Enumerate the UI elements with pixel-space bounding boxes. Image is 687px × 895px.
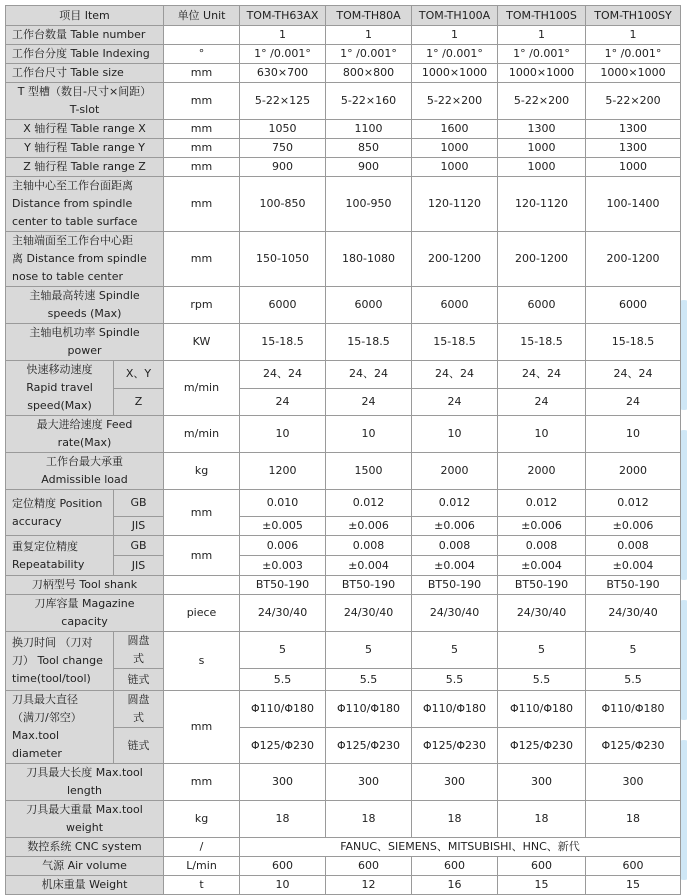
cell: 24/30/40: [498, 595, 586, 632]
cell: 15-18.5: [412, 324, 498, 361]
cell: 800×800: [326, 64, 412, 83]
cell: 24、24: [240, 361, 326, 389]
cell: 900: [240, 158, 326, 177]
cell: 600: [498, 857, 586, 876]
row-distance-center: [6, 177, 681, 232]
label-line: 换刀时间 （刀对: [12, 636, 93, 649]
cell: 2000: [498, 453, 586, 490]
label-line: center to table surface: [12, 215, 138, 228]
row-unit: mm: [164, 536, 240, 576]
label-line: speed(Max): [27, 399, 92, 412]
cell: 24、24: [498, 361, 586, 389]
cell: ±0.006: [586, 517, 681, 536]
label-line: 刀） Tool change: [12, 654, 103, 667]
row-tool-length: [6, 764, 681, 801]
row-label: [6, 83, 164, 120]
cell: 24/30/40: [326, 595, 412, 632]
row-label: [6, 691, 114, 764]
spec-table: [5, 5, 681, 895]
cell: 1500: [326, 453, 412, 490]
cell: 6000: [240, 287, 326, 324]
label-line: 工作台最大承重: [46, 455, 123, 468]
cell: BT50-190: [326, 576, 412, 595]
cell: 120-1120: [498, 177, 586, 232]
row-tool-diameter-disc: [6, 691, 681, 728]
row-label: Z 轴行程 Table range Z: [6, 158, 164, 177]
cell: ±0.006: [498, 517, 586, 536]
row-unit: mm: [164, 232, 240, 287]
cell: 2000: [412, 453, 498, 490]
row-weight: [6, 876, 681, 895]
cell: 24/30/40: [240, 595, 326, 632]
row-unit: mm: [164, 120, 240, 139]
cell: 1050: [240, 120, 326, 139]
cell: 1300: [586, 139, 681, 158]
cell: BT50-190: [412, 576, 498, 595]
label-line: weight: [65, 821, 104, 834]
cell: 24: [498, 388, 586, 416]
header-model: TOM-TH100A: [412, 6, 498, 26]
row-cnc-system: [6, 838, 681, 857]
row-positioning-gb: [6, 490, 681, 517]
label-line: length: [66, 784, 103, 797]
cell: 6000: [412, 287, 498, 324]
cell: Φ125/Φ230: [586, 728, 681, 764]
cell: ±0.004: [498, 556, 586, 576]
row-unit: mm: [164, 691, 240, 764]
label-line: rate(Max): [57, 436, 112, 449]
cell: 1600: [412, 120, 498, 139]
cell: 1200: [240, 453, 326, 490]
row-unit: s: [164, 632, 240, 691]
label-line: 主轴电机功率 Spindle: [29, 326, 140, 339]
row-label: [6, 595, 164, 632]
row-label: 工作台分度 Table Indexing: [6, 45, 164, 64]
cell: ±0.004: [586, 556, 681, 576]
label-line: T-slot: [69, 103, 100, 116]
cell: 1: [326, 26, 412, 45]
cell: 1000×1000: [586, 64, 681, 83]
cell: 1100: [326, 120, 412, 139]
cell: Φ110/Φ180: [326, 691, 412, 728]
label-line: Admissible load: [41, 473, 128, 486]
cell: 5.5: [586, 669, 681, 691]
cell: 24/30/40: [412, 595, 498, 632]
cell: 15: [498, 876, 586, 895]
row-unit: piece: [164, 595, 240, 632]
cell: 300: [586, 764, 681, 801]
cell: 24: [240, 388, 326, 416]
row-unit: kg: [164, 453, 240, 490]
label-line: 刀具最大直径: [12, 693, 78, 706]
cell: 18: [412, 801, 498, 838]
cell: 0.012: [326, 490, 412, 517]
cell: 1° /0.001°: [412, 45, 498, 64]
cell: 200-1200: [586, 232, 681, 287]
cell: 300: [240, 764, 326, 801]
cell: 0.012: [412, 490, 498, 517]
cell: 15: [586, 876, 681, 895]
row-label: X 轴行程 Table range X: [6, 120, 164, 139]
cell: 6000: [326, 287, 412, 324]
cell: 1000×1000: [498, 64, 586, 83]
row-label: [6, 632, 114, 691]
row-unit: mm: [164, 83, 240, 120]
label-line: Rapid travel: [26, 381, 93, 394]
cell: Φ125/Φ230: [326, 728, 412, 764]
cell: BT50-190: [240, 576, 326, 595]
cell: 24: [412, 388, 498, 416]
cell: ±0.003: [240, 556, 326, 576]
cell: 600: [240, 857, 326, 876]
sub-label: JIS: [114, 556, 164, 576]
cell: Φ110/Φ180: [412, 691, 498, 728]
cell: 1: [498, 26, 586, 45]
row-tslot: [6, 83, 681, 120]
row-unit: mm: [164, 490, 240, 536]
row-unit: mm: [164, 177, 240, 232]
cell: 900: [326, 158, 412, 177]
row-label: [6, 287, 164, 324]
cell: 1000: [498, 158, 586, 177]
row-tool-weight: [6, 801, 681, 838]
label-line: power: [67, 344, 102, 357]
sub-label: 链式: [114, 669, 164, 691]
cell: 1° /0.001°: [586, 45, 681, 64]
row-air-volume: [6, 857, 681, 876]
label-line: time(tool/tool): [12, 672, 91, 685]
cell: 0.006: [240, 536, 326, 556]
cell: 10: [586, 416, 681, 453]
cell: Φ110/Φ180: [240, 691, 326, 728]
row-tool-shank: [6, 576, 681, 595]
header-model: TOM-TH80A: [326, 6, 412, 26]
cell: 24: [326, 388, 412, 416]
cell: 2000: [586, 453, 681, 490]
label-line: capacity: [61, 615, 108, 628]
label-line: 刀具最大长度 Max.tool: [26, 766, 143, 779]
cell: BT50-190: [498, 576, 586, 595]
cell: 5.5: [498, 669, 586, 691]
sub-label: X、Y: [114, 361, 164, 389]
cell: 630×700: [240, 64, 326, 83]
row-unit: rpm: [164, 287, 240, 324]
cell: 10: [326, 416, 412, 453]
label-line: 定位精度 Position: [12, 496, 103, 510]
cell: 18: [586, 801, 681, 838]
cell: Φ125/Φ230: [240, 728, 326, 764]
header-row: [6, 6, 681, 26]
row-table-size: [6, 64, 681, 83]
row-distance-nose: [6, 232, 681, 287]
row-label: 机床重量 Weight: [6, 876, 164, 895]
label-line: 离 Distance from spindle: [12, 252, 147, 265]
cell: 10: [240, 876, 326, 895]
cell: 1: [240, 26, 326, 45]
label-line: （满刀/邻空）: [12, 711, 82, 724]
cell: 600: [326, 857, 412, 876]
row-unit: mm: [164, 764, 240, 801]
row-label: 刀柄型号 Tool shank: [6, 576, 164, 595]
cell: 5-22×125: [240, 83, 326, 120]
row-unit: L/min: [164, 857, 240, 876]
header-model: TOM-TH63AX: [240, 6, 326, 26]
cell: 0.008: [498, 536, 586, 556]
label-line: 式: [133, 711, 144, 724]
cell: 5: [412, 632, 498, 669]
cell: 5: [240, 632, 326, 669]
cell: 6000: [586, 287, 681, 324]
row-unit: t: [164, 876, 240, 895]
cell: 15-18.5: [326, 324, 412, 361]
row-label: 数控系统 CNC system: [6, 838, 164, 857]
row-label: 气源 Air volume: [6, 857, 164, 876]
cell: 120-1120: [412, 177, 498, 232]
cell: 180-1080: [326, 232, 412, 287]
label-line: Distance from spindle: [12, 197, 133, 210]
row-label: [6, 764, 164, 801]
row-spindle-speed: [6, 287, 681, 324]
row-tool-change-disc: [6, 632, 681, 669]
row-range-y: [6, 139, 681, 158]
label-line: 主轴中心至工作台面距离: [12, 179, 133, 192]
header-model: TOM-TH100SY: [586, 6, 681, 26]
sub-label: Z: [114, 388, 164, 416]
cell: Φ125/Φ230: [498, 728, 586, 764]
cell: 18: [240, 801, 326, 838]
row-unit: m/min: [164, 361, 240, 416]
row-label: Y 轴行程 Table range Y: [6, 139, 164, 158]
label-line: 圆盘: [127, 693, 150, 706]
row-table-indexing: [6, 45, 681, 64]
cell: 600: [412, 857, 498, 876]
label-line: 刀具最大重量 Max.tool: [26, 803, 143, 816]
cell: 24/30/40: [586, 595, 681, 632]
cell: Φ110/Φ180: [498, 691, 586, 728]
cell: 1000×1000: [412, 64, 498, 83]
label-line: 快速移动速度: [26, 363, 93, 376]
label-line: Max.tool diameter: [12, 729, 62, 760]
row-unit: [164, 26, 240, 45]
label-line: 最大进给速度 Feed: [36, 418, 133, 431]
sub-label: 链式: [114, 728, 164, 764]
label-line: nose to table center: [12, 270, 123, 283]
row-unit: mm: [164, 64, 240, 83]
cell: 16: [412, 876, 498, 895]
label-line: Repeatability: [12, 557, 85, 571]
cell: 18: [326, 801, 412, 838]
cell: 300: [498, 764, 586, 801]
header-item: 项目 Item: [6, 6, 164, 26]
row-unit: KW: [164, 324, 240, 361]
label-line: 式: [133, 652, 144, 665]
cell: 1° /0.001°: [240, 45, 326, 64]
row-label: [6, 324, 164, 361]
sub-label: GB: [114, 536, 164, 556]
row-table-number: [6, 26, 681, 45]
cell: 1000: [412, 139, 498, 158]
row-feed-rate: [6, 416, 681, 453]
row-range-x: [6, 120, 681, 139]
cell: 1: [586, 26, 681, 45]
cell: 850: [326, 139, 412, 158]
row-unit: mm: [164, 139, 240, 158]
row-unit: [164, 576, 240, 595]
row-label: 工作台尺寸 Table size: [6, 64, 164, 83]
row-label: [6, 453, 164, 490]
header-model: TOM-TH100S: [498, 6, 586, 26]
cell: 5-22×200: [586, 83, 681, 120]
cell: 300: [326, 764, 412, 801]
cell: 1300: [498, 120, 586, 139]
row-unit: kg: [164, 801, 240, 838]
label-line: 圆盘: [127, 634, 150, 647]
cell: 1000: [412, 158, 498, 177]
cell: 15-18.5: [498, 324, 586, 361]
cell: 150-1050: [240, 232, 326, 287]
cell: ±0.006: [412, 517, 498, 536]
row-label: [6, 177, 164, 232]
cell: 1300: [586, 120, 681, 139]
label-line: T 型槽（数目-尺寸×间距）: [17, 85, 152, 98]
cell: 5: [498, 632, 586, 669]
cell: ±0.006: [326, 517, 412, 536]
cell: 1° /0.001°: [326, 45, 412, 64]
row-unit: °: [164, 45, 240, 64]
cell: 0.012: [586, 490, 681, 517]
cell: ±0.004: [326, 556, 412, 576]
row-label: [6, 536, 114, 576]
cell-merged: FANUC、SIEMENS、MITSUBISHI、HNC、新代: [240, 838, 681, 857]
row-label: [6, 416, 164, 453]
cell: 100-850: [240, 177, 326, 232]
sub-label: JIS: [114, 517, 164, 536]
cell: 15-18.5: [240, 324, 326, 361]
cell: 24、24: [586, 361, 681, 389]
cell: 10: [498, 416, 586, 453]
sub-label: GB: [114, 490, 164, 517]
cell: 5-22×200: [412, 83, 498, 120]
cell: 5: [586, 632, 681, 669]
row-label: 工作台数量 Table number: [6, 26, 164, 45]
row-unit: /: [164, 838, 240, 857]
row-label: [6, 801, 164, 838]
row-unit: mm: [164, 158, 240, 177]
cell: 10: [240, 416, 326, 453]
cell: 24: [586, 388, 681, 416]
row-label: [6, 490, 114, 536]
label-line: 重复定位精度: [12, 539, 78, 553]
cell: ±0.004: [412, 556, 498, 576]
cell: 5.5: [412, 669, 498, 691]
cell: 24、24: [326, 361, 412, 389]
cell: 100-1400: [586, 177, 681, 232]
row-magazine: [6, 595, 681, 632]
row-spindle-power: [6, 324, 681, 361]
label-line: 主轴端面至工作台中心距: [12, 234, 133, 247]
cell: 5-22×200: [498, 83, 586, 120]
cell: 5.5: [240, 669, 326, 691]
header-unit: 单位 Unit: [164, 6, 240, 26]
row-admissible-load: [6, 453, 681, 490]
cell: 15-18.5: [586, 324, 681, 361]
label-line: 刀库容量 Magazine: [34, 597, 135, 610]
cell: 5.5: [326, 669, 412, 691]
cell: 0.008: [586, 536, 681, 556]
cell: 12: [326, 876, 412, 895]
cell: 0.008: [326, 536, 412, 556]
row-label: [6, 232, 164, 287]
label-line: accuracy: [12, 514, 62, 528]
cell: 0.010: [240, 490, 326, 517]
cell: 5: [326, 632, 412, 669]
cell: 100-950: [326, 177, 412, 232]
cell: 6000: [498, 287, 586, 324]
cell: ±0.005: [240, 517, 326, 536]
row-unit: m/min: [164, 416, 240, 453]
cell: 200-1200: [498, 232, 586, 287]
cell: BT50-190: [586, 576, 681, 595]
cell: Φ110/Φ180: [586, 691, 681, 728]
cell: 5-22×160: [326, 83, 412, 120]
cell: 1: [412, 26, 498, 45]
cell: Φ125/Φ230: [412, 728, 498, 764]
row-repeatability-gb: [6, 536, 681, 556]
cell: 0.012: [498, 490, 586, 517]
sub-label: [114, 632, 164, 669]
cell: 200-1200: [412, 232, 498, 287]
label-line: speeds (Max): [47, 307, 122, 320]
cell: 300: [412, 764, 498, 801]
cell: 1000: [586, 158, 681, 177]
cell: 24、24: [412, 361, 498, 389]
cell: 1° /0.001°: [498, 45, 586, 64]
cell: 0.008: [412, 536, 498, 556]
cell: 600: [586, 857, 681, 876]
cell: 750: [240, 139, 326, 158]
sub-label: [114, 691, 164, 728]
cell: 18: [498, 801, 586, 838]
row-label: [6, 361, 114, 416]
row-rapid-xy: [6, 361, 681, 389]
row-range-z: [6, 158, 681, 177]
cell: 10: [412, 416, 498, 453]
cell: 1000: [498, 139, 586, 158]
label-line: 主轴最高转速 Spindle: [29, 289, 140, 302]
